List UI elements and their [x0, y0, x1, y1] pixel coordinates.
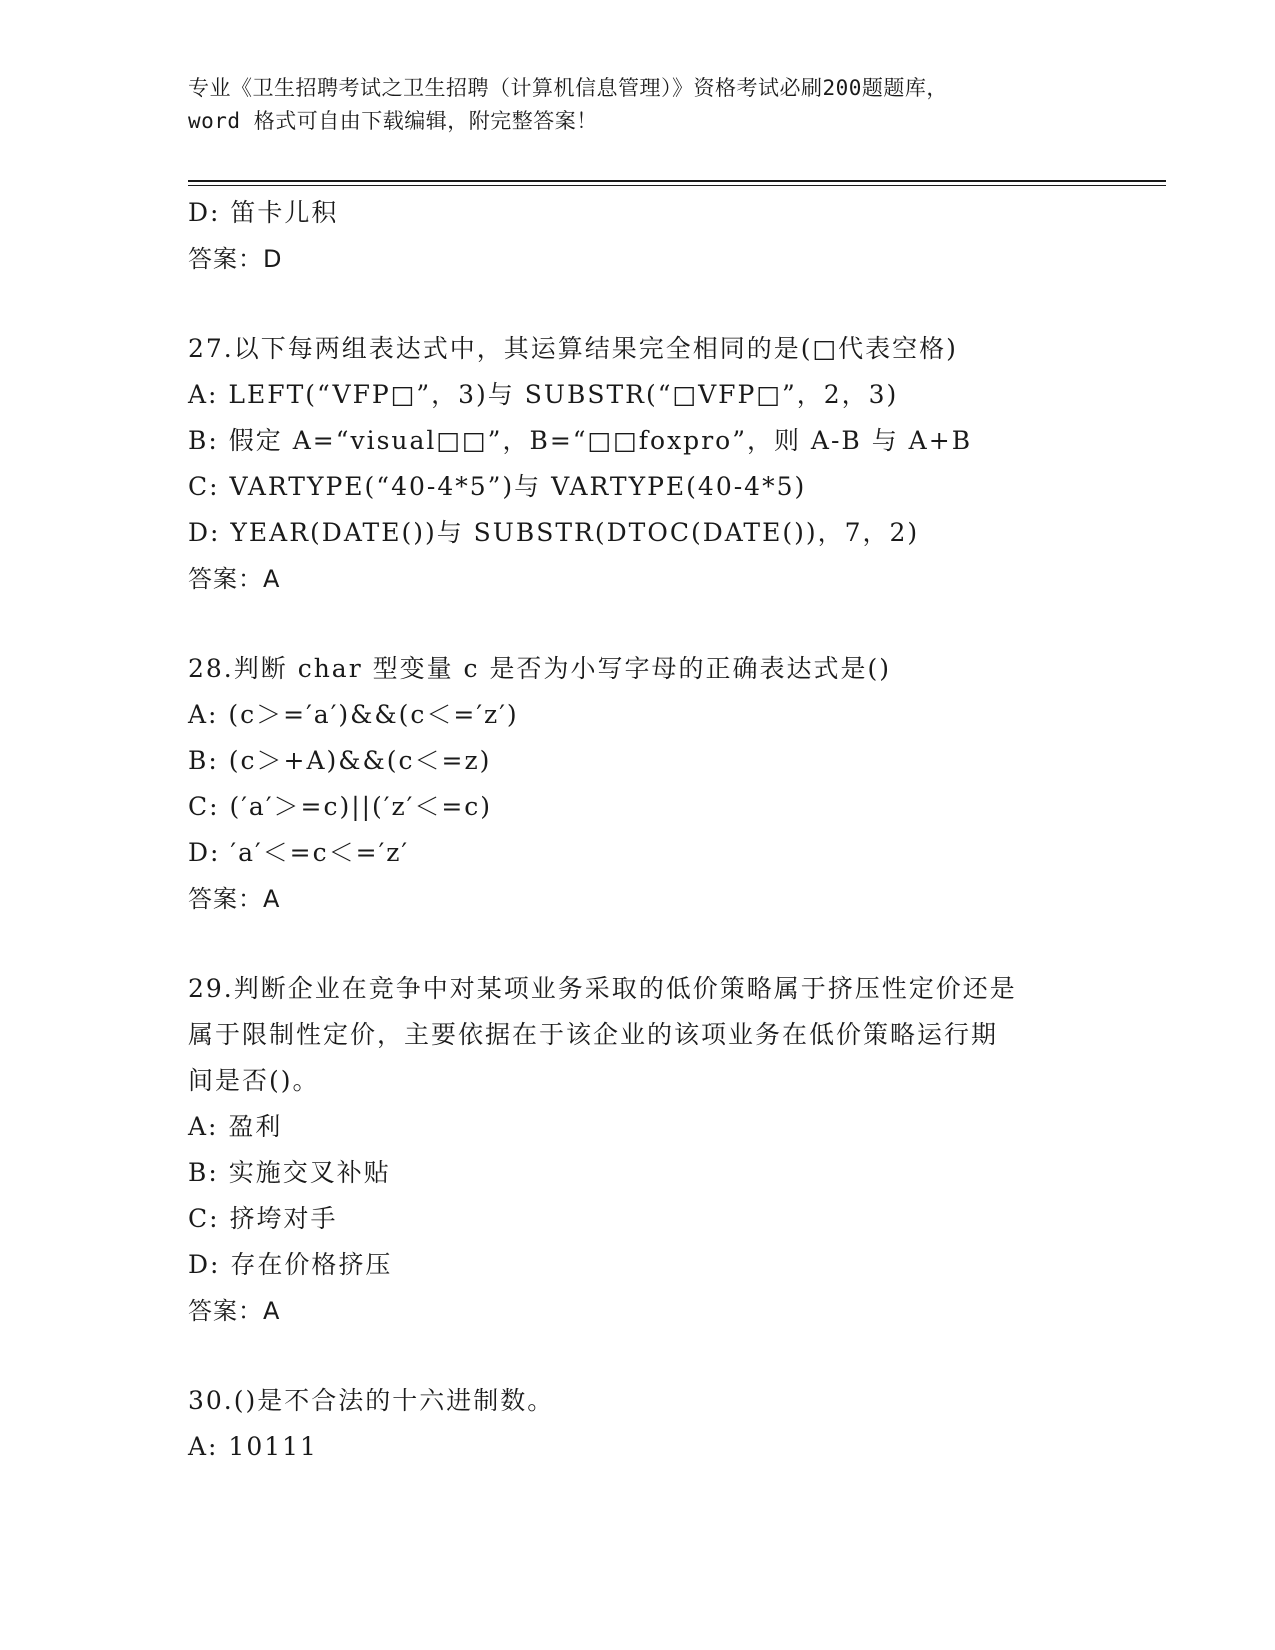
option-c: C: 挤垮对手 [188, 1204, 338, 1233]
option-a: A: (c＞=′a′)&&(c＜=′z′) [188, 700, 519, 729]
question-stem: 30.()是不合法的十六进制数。 [188, 1386, 555, 1415]
question-stem: 27.以下每两组表达式中，其运算结果完全相同的是(□代表空格) [188, 334, 958, 363]
header-title-line-1: 专业《卫生招聘考试之卫生招聘（计算机信息管理）》资格考试必刷200题题库， [188, 76, 948, 100]
question-list [188, 190, 1088, 1470]
option-a: A: 10111 [188, 1432, 318, 1461]
question-30 [188, 1378, 1088, 1470]
option-d: D: 笛卡儿积 [188, 198, 339, 227]
question-stem: 28.判断 char 型变量 c 是否为小写字母的正确表达式是() [188, 654, 892, 683]
question-stem-line-1: 29.判断企业在竞争中对某项业务采取的低价策略属于挤压性定价还是 [188, 974, 1017, 1003]
option-c: C: VARTYPE(“40-4*5”)与 VARTYPE(40-4*5) [188, 472, 807, 501]
header-divider-thin [188, 185, 1166, 186]
option-d: D: YEAR(DATE())与 SUBSTR(DTOC(DATE())，7，2) [188, 518, 920, 547]
option-b: B: 假定 A=“visual□□”，B=“□□foxpro”，则 A-B 与 A+B [188, 426, 973, 455]
answer-label: 答案：A [188, 565, 281, 593]
option-c: C: (′a′＞=c)||(′z′＜=c) [188, 792, 493, 821]
option-b: B: (c＞+A)&&(c＜=z) [188, 746, 492, 775]
question-27 [188, 326, 1088, 602]
option-d: D: ′a′＜=c＜=′z′ [188, 838, 410, 867]
spacer [188, 282, 1088, 326]
option-b: B: 实施交叉补贴 [188, 1158, 391, 1187]
spacer [188, 922, 1088, 966]
question-28 [188, 646, 1088, 922]
option-d: D: 存在价格挤压 [188, 1250, 393, 1279]
spacer [188, 602, 1088, 646]
question-stem-line-3: 间是否()。 [188, 1066, 320, 1095]
carryover-block [188, 190, 1088, 282]
question-stem-line-2: 属于限制性定价，主要依据在于该企业的该项业务在低价策略运行期 [188, 1020, 999, 1049]
header-title-line-2: word 格式可自由下载编辑，附完整答案！ [188, 109, 598, 133]
answer-label: 答案：D [188, 245, 283, 273]
spacer [188, 1334, 1088, 1378]
option-a: A: LEFT(“VFP□”，3)与 SUBSTR(“□VFP□”，2，3) [188, 380, 899, 409]
answer-label: 答案：A [188, 885, 281, 913]
answer-label: 答案：A [188, 1297, 281, 1325]
option-a: A: 盈利 [188, 1112, 283, 1141]
document-header [188, 72, 1088, 138]
header-divider-thick [188, 180, 1166, 182]
question-29 [188, 966, 1088, 1334]
